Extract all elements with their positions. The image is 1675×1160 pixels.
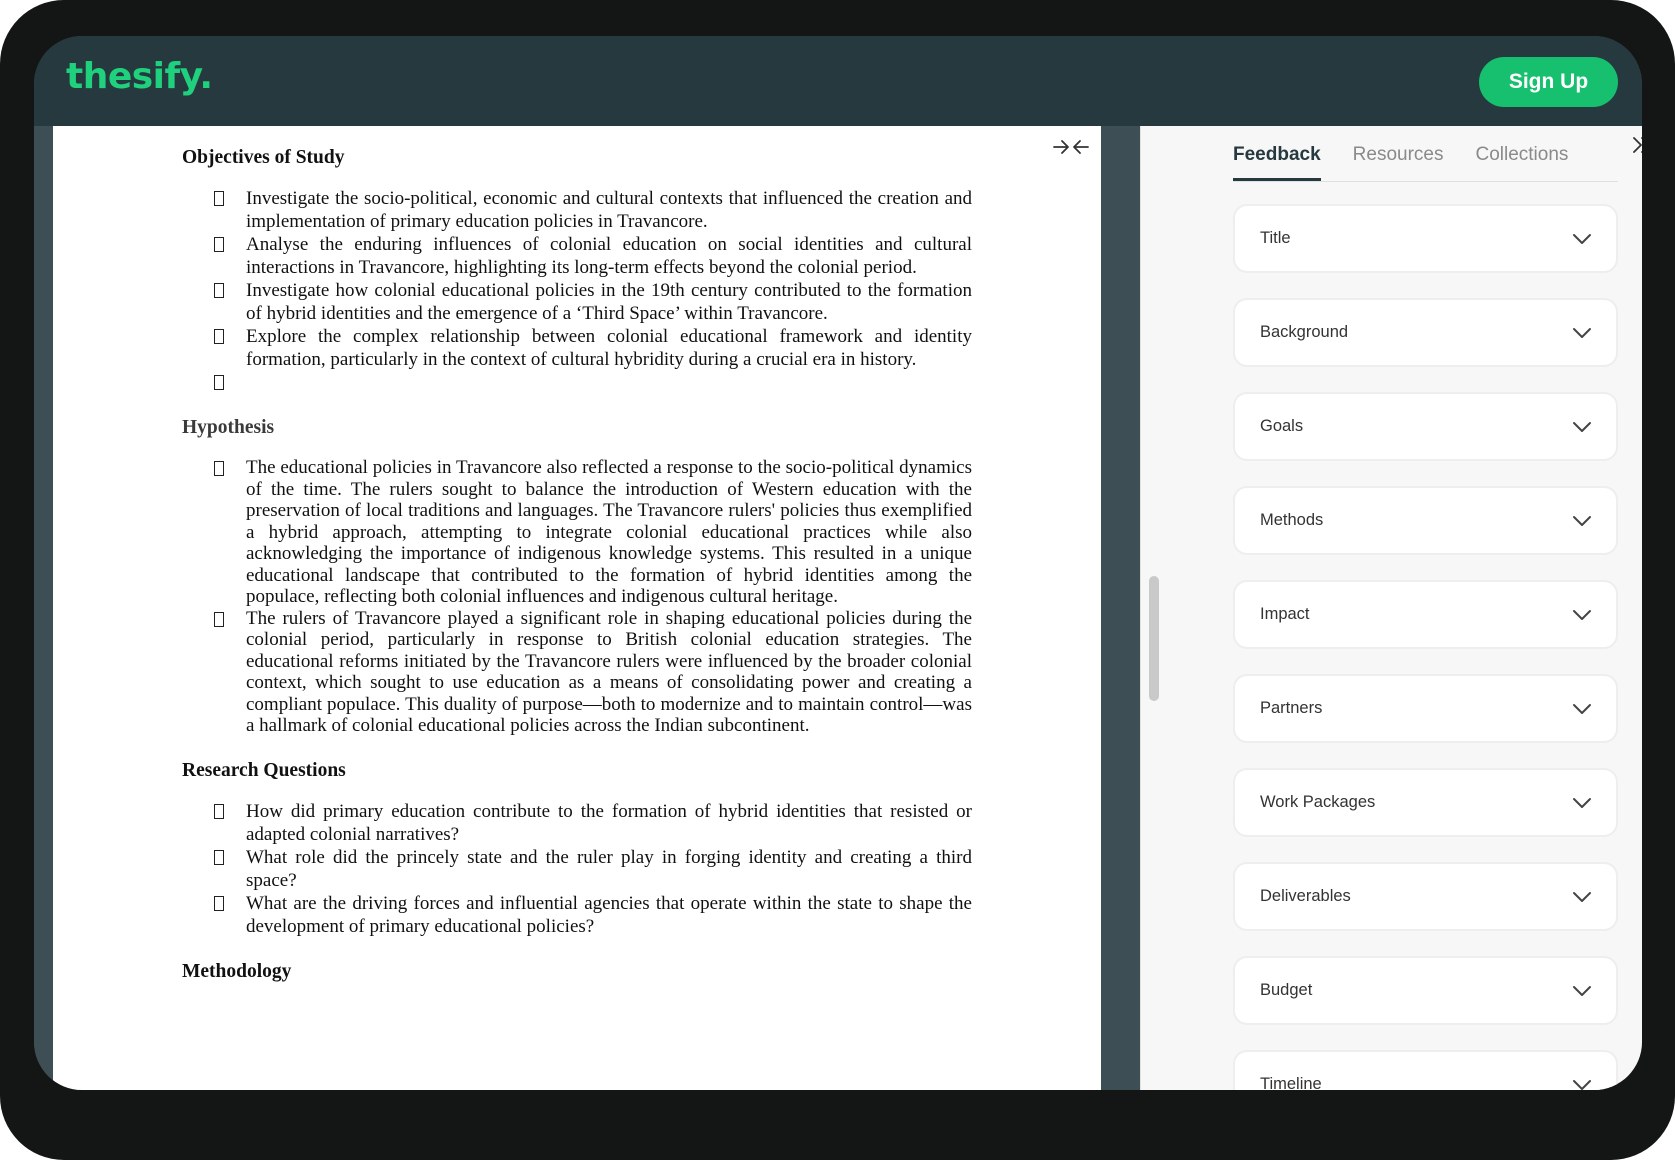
bullet-glyph	[214, 850, 224, 865]
list-item	[182, 846, 972, 892]
card-label: Goals	[1260, 417, 1304, 435]
bullet-glyph	[214, 461, 224, 476]
chevron-down-icon[interactable]	[1572, 233, 1592, 245]
chevron-down-icon[interactable]	[1572, 609, 1592, 621]
card-label: Deliverables	[1260, 887, 1351, 905]
card-work-packages[interactable]	[1233, 768, 1618, 837]
card-methods[interactable]	[1233, 486, 1618, 555]
card-goals[interactable]	[1233, 392, 1618, 461]
chevron-down-icon[interactable]	[1572, 515, 1592, 527]
list-item	[182, 892, 972, 938]
left-gutter	[34, 126, 53, 1090]
section-hypothesis	[182, 416, 972, 737]
section-objectives	[182, 146, 972, 394]
item-text: What role did the princely state and the ruler play in forging identity and creating a third space?	[246, 846, 972, 891]
list-item	[182, 187, 972, 233]
tab-divider	[1233, 181, 1618, 182]
card-budget[interactable]	[1233, 956, 1618, 1025]
chevron-down-icon[interactable]	[1572, 1079, 1592, 1091]
chevron-down-icon[interactable]	[1572, 891, 1592, 903]
bullet-glyph	[214, 896, 224, 911]
card-label: Impact	[1260, 605, 1310, 623]
list-item	[182, 371, 972, 394]
item-text: What are the driving forces and influential agencies that operate within the state to shape the development of primary educational policies?	[246, 892, 972, 937]
card-label: Background	[1260, 323, 1349, 341]
section-heading: Objectives of Study	[182, 147, 345, 168]
card-label: Methods	[1260, 511, 1324, 529]
list-item	[182, 800, 972, 846]
card-background[interactable]	[1233, 298, 1618, 367]
chevron-down-icon[interactable]	[1572, 703, 1592, 715]
section-methodology	[182, 960, 972, 983]
chevron-down-icon[interactable]	[1572, 421, 1592, 433]
list-item	[182, 279, 972, 325]
list-item	[182, 457, 972, 608]
card-label: Budget	[1260, 981, 1313, 999]
item-text: Investigate the socio-political, economic and cultural contexts that influenced the creation and implementation of primary education policies in Travancore.	[246, 188, 972, 232]
item-text: The rulers of Travancore played a significant role in shaping educational policies during the colonial period, particularly in response to British colonial education strategies. The educational reforms initiated by the Travancore rulers were influenced by the broader colonial context, which sought to use education as a means of consolidating power and creating a compliant populace. This duality of purpose—both to modernize and to maintain control—was a hallmark of colonial educational policies across the Indian subcontinent.	[246, 607, 972, 736]
tab-resources[interactable]: Resources	[1352, 144, 1444, 165]
bullet-glyph	[214, 237, 224, 252]
section-heading: Methodology	[182, 960, 292, 982]
item-text: Explore the complex relationship between colonial educational framework and identity formation, particularly in the context of cultural hybridity during a crucial era in history.	[246, 326, 972, 370]
collapse-arrows-icon[interactable]	[1051, 136, 1091, 158]
card-impact[interactable]	[1233, 580, 1618, 649]
tab-collections[interactable]: Collections	[1475, 144, 1569, 165]
card-timeline[interactable]	[1233, 1050, 1618, 1090]
section-research-questions	[182, 759, 972, 938]
item-text: How did primary education contribute to the formation of hybrid identities that resisted or adapted colonial narratives?	[246, 800, 972, 845]
section-heading: Hypothesis	[182, 417, 275, 438]
item-text: The educational policies in Travancore also reflected a response to the socio-political dynamics of the time. The rulers sought to balance the introduction of Western education with the preservation of local traditions and languages. The Travancore rulers' policies thus exemplified a hybrid approach, attempting to integrate colonial educational practices while also acknowledging the importance of indigenous knowledge systems. This resulted in a unique educational landscape that contributed to the formation of hybrid identities among the populace, reflecting both colonial influences and indigenous cultural heritage.	[246, 457, 972, 607]
bullet-glyph	[214, 804, 224, 819]
tab-feedback[interactable]: Feedback	[1233, 144, 1321, 181]
chevron-down-icon[interactable]	[1572, 985, 1592, 997]
bullet-glyph	[214, 191, 224, 206]
scrollbar-thumb[interactable]	[1149, 576, 1159, 701]
section-heading: Research Questions	[182, 759, 346, 781]
document-viewer[interactable]	[53, 126, 1101, 1090]
app-window	[34, 36, 1642, 1090]
item-text: Investigate how colonial educational policies in the 19th century contributed to the formation of hybrid identities and the emergence of a ‘Third Space’ within Travancore.	[246, 280, 972, 324]
card-label: Title	[1260, 229, 1291, 247]
card-label: Timeline	[1260, 1075, 1322, 1090]
chevron-down-icon[interactable]	[1572, 797, 1592, 809]
card-title[interactable]	[1233, 204, 1618, 273]
bullet-glyph	[214, 375, 224, 390]
list-item	[182, 233, 972, 279]
card-deliverables[interactable]	[1233, 862, 1618, 931]
feedback-sidebar	[1140, 126, 1642, 1090]
card-label: Partners	[1260, 699, 1323, 717]
document-content	[182, 146, 972, 1005]
sidebar-tabs	[1233, 144, 1600, 181]
list-item	[182, 325, 972, 371]
bullet-glyph	[214, 283, 224, 298]
panel-splitter[interactable]	[1101, 126, 1140, 1090]
list-item	[182, 608, 972, 737]
chevron-down-icon[interactable]	[1572, 327, 1592, 339]
thesify-logo[interactable]: thesify.	[66, 56, 213, 97]
double-chevron-right-icon[interactable]	[1629, 134, 1642, 156]
item-text: Analyse the enduring influences of colonial education on social identities and cultural interactions in Travancore, highlighting its long-term effects beyond the colonial period.	[246, 234, 972, 278]
sign-up-button[interactable]: Sign Up	[1479, 57, 1618, 107]
card-partners[interactable]	[1233, 674, 1618, 743]
feedback-cards	[1233, 204, 1618, 1090]
bullet-glyph	[214, 612, 224, 627]
top-bar	[34, 36, 1642, 126]
card-label: Work Packages	[1260, 793, 1376, 811]
bullet-glyph	[214, 329, 224, 344]
